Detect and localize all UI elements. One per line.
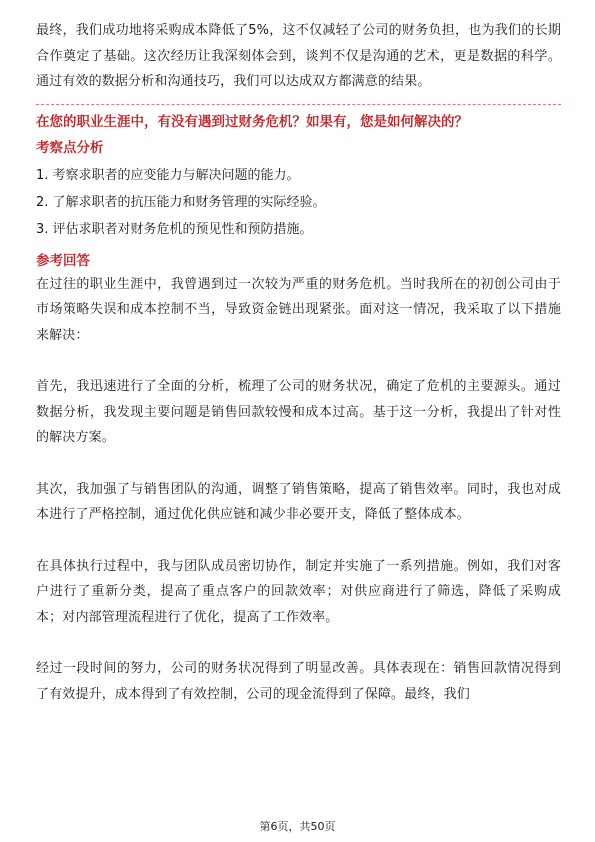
- answer-paragraph: 首先，我迅速进行了全面的分析，梳理了公司的财务状况，确定了危机的主要源头。通过数据分析，我发现主要问题是销售回款较慢和成本过高。基于这一分析，我提出了针对性的解决方案。: [36, 379, 561, 445]
- page-number: 第6页，共50页: [259, 820, 336, 833]
- analysis-item: 2. 了解求职者的抗压能力和财务管理的实际经验。: [36, 194, 326, 210]
- analysis-heading: 考察点分析: [36, 139, 104, 156]
- page-content: [36, 18, 561, 707]
- interview-question: 在您的职业生涯中，有没有遇到过财务危机？如果有，您是如何解决的？: [36, 113, 468, 130]
- answer-paragraph: 其次，我加强了与销售团队的沟通，调整了销售策略，提高了销售效率。同时，我也对成本进行了严格控制，通过优化供应链和减少非必要开支，降低了整体成本。: [36, 481, 561, 522]
- answer-paragraph: 经过一段时间的努力，公司的财务状况得到了明显改善。具体表现在：销售回款情况得到了有效提升，成本得到了有效控制，公司的现金流得到了保障。最终，我们: [36, 661, 561, 702]
- answer-paragraph: 在过往的职业生涯中，我曾遇到过一次较为严重的财务危机。当时我所在的初创公司由于市场策略失误和成本控制不当，导致资金链出现紧张。面对这一情况，我采取了以下措施来解决：: [36, 276, 561, 343]
- analysis-item: 1. 考察求职者的应变能力与解决问题的能力。: [36, 167, 300, 183]
- analysis-item: 3. 评估求职者对财务危机的预见性和预防措施。: [36, 221, 313, 237]
- answer-paragraph: 在具体执行过程中，我与团队成员密切协作，制定并实施了一系列措施。例如，我们对客户进行了重新分类，提高了重点客户的回款效率；对供应商进行了筛选，降低了采购成本；对内部管理流程进行了优化，提高了工作效率。: [36, 558, 561, 625]
- section-divider: [36, 104, 561, 105]
- intro-paragraph: 最终，我们成功地将采购成本降低了5%，这不仅减轻了公司的财务负担，也为我们的长期合作奠定了基础。这次经历让我深刻体会到，谈判不仅是沟通的艺术，更是数据的科学。通过有效的数据分析和沟通技巧，我们可以达成双方都满意的结果。: [36, 23, 561, 89]
- answer-heading: 参考回答: [36, 252, 90, 269]
